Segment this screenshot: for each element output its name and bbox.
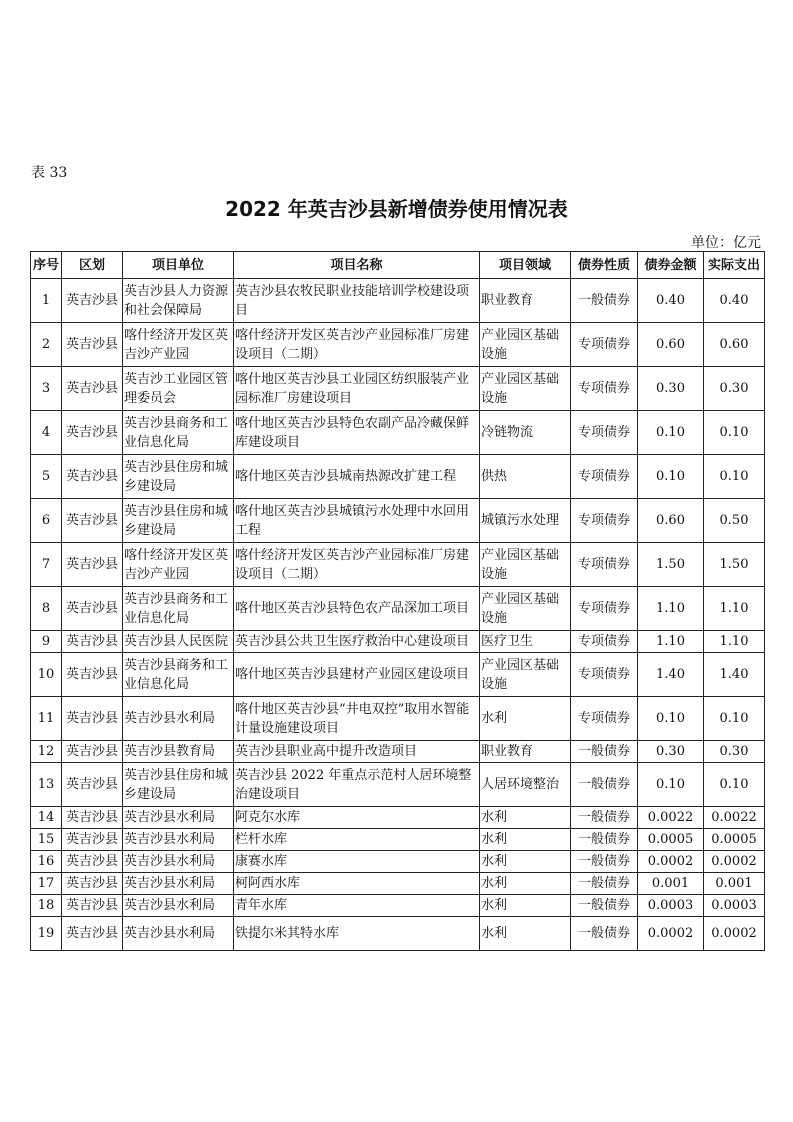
cell-region: 英吉沙县 bbox=[62, 851, 123, 873]
cell-seq: 18 bbox=[31, 895, 62, 917]
cell-project-name: 英吉沙县职业高中提升改造项目 bbox=[234, 741, 480, 763]
cell-region: 英吉沙县 bbox=[62, 763, 123, 807]
cell-region: 英吉沙县 bbox=[62, 279, 123, 323]
cell-unit: 英吉沙县住房和城乡建设局 bbox=[123, 455, 234, 499]
cell-seq: 3 bbox=[31, 367, 62, 411]
cell-project-name: 铁提尔米其特水库 bbox=[234, 917, 480, 951]
cell-actual-expense: 1.10 bbox=[704, 631, 765, 653]
cell-unit: 英吉沙县水利局 bbox=[123, 697, 234, 741]
header-actual-expense: 实际支出 bbox=[704, 252, 765, 279]
cell-bond-type: 一般债券 bbox=[571, 829, 638, 851]
cell-field: 水利 bbox=[480, 697, 571, 741]
cell-region: 英吉沙县 bbox=[62, 895, 123, 917]
cell-seq: 13 bbox=[31, 763, 62, 807]
cell-actual-expense: 0.0005 bbox=[704, 829, 765, 851]
cell-project-name: 喀什地区英吉沙县特色农副产品冷藏保鲜库建设项目 bbox=[234, 411, 480, 455]
cell-field: 水利 bbox=[480, 873, 571, 895]
cell-actual-expense: 0.30 bbox=[704, 741, 765, 763]
header-bond-type: 债券性质 bbox=[571, 252, 638, 279]
table-row bbox=[31, 279, 765, 323]
table-row bbox=[31, 587, 765, 631]
cell-actual-expense: 1.50 bbox=[704, 543, 765, 587]
cell-actual-expense: 1.10 bbox=[704, 587, 765, 631]
cell-amount: 1.10 bbox=[638, 631, 704, 653]
cell-seq: 19 bbox=[31, 917, 62, 951]
table-row bbox=[31, 631, 765, 653]
unit-label: 单位：亿元 bbox=[691, 235, 761, 251]
cell-bond-type: 专项债券 bbox=[571, 455, 638, 499]
cell-seq: 5 bbox=[31, 455, 62, 499]
cell-seq: 11 bbox=[31, 697, 62, 741]
cell-actual-expense: 0.60 bbox=[704, 323, 765, 367]
cell-amount: 0.60 bbox=[638, 499, 704, 543]
cell-actual-expense: 0.30 bbox=[704, 367, 765, 411]
cell-amount: 0.10 bbox=[638, 455, 704, 499]
cell-bond-type: 专项债券 bbox=[571, 367, 638, 411]
cell-amount: 0.30 bbox=[638, 367, 704, 411]
cell-field: 产业园区基础设施 bbox=[480, 543, 571, 587]
cell-amount: 0.40 bbox=[638, 279, 704, 323]
cell-unit: 英吉沙县水利局 bbox=[123, 851, 234, 873]
table-row bbox=[31, 763, 765, 807]
cell-actual-expense: 0.0002 bbox=[704, 917, 765, 951]
cell-project-name: 英吉沙县公共卫生医疗救治中心建设项目 bbox=[234, 631, 480, 653]
cell-field: 水利 bbox=[480, 895, 571, 917]
cell-unit: 英吉沙县商务和工业信息化局 bbox=[123, 411, 234, 455]
cell-actual-expense: 0.0002 bbox=[704, 851, 765, 873]
cell-unit: 英吉沙县商务和工业信息化局 bbox=[123, 653, 234, 697]
cell-region: 英吉沙县 bbox=[62, 543, 123, 587]
cell-field: 供热 bbox=[480, 455, 571, 499]
cell-actual-expense: 0.50 bbox=[704, 499, 765, 543]
cell-bond-type: 一般债券 bbox=[571, 741, 638, 763]
cell-region: 英吉沙县 bbox=[62, 653, 123, 697]
cell-project-name: 阿克尔水库 bbox=[234, 807, 480, 829]
cell-project-name: 喀什地区英吉沙县特色农产品深加工项目 bbox=[234, 587, 480, 631]
cell-field: 冷链物流 bbox=[480, 411, 571, 455]
cell-field: 水利 bbox=[480, 851, 571, 873]
cell-actual-expense: 0.40 bbox=[704, 279, 765, 323]
cell-seq: 6 bbox=[31, 499, 62, 543]
cell-amount: 0.60 bbox=[638, 323, 704, 367]
cell-region: 英吉沙县 bbox=[62, 697, 123, 741]
table-row bbox=[31, 367, 765, 411]
cell-unit: 英吉沙县水利局 bbox=[123, 807, 234, 829]
cell-unit: 英吉沙县人力资源和社会保障局 bbox=[123, 279, 234, 323]
cell-amount: 1.10 bbox=[638, 587, 704, 631]
cell-bond-type: 一般债券 bbox=[571, 917, 638, 951]
cell-actual-expense: 0.001 bbox=[704, 873, 765, 895]
cell-seq: 9 bbox=[31, 631, 62, 653]
cell-bond-type: 专项债券 bbox=[571, 499, 638, 543]
table-row bbox=[31, 851, 765, 873]
debt-usage-table bbox=[30, 251, 765, 951]
cell-unit: 英吉沙县人民医院 bbox=[123, 631, 234, 653]
table-row bbox=[31, 829, 765, 851]
cell-bond-type: 专项债券 bbox=[571, 411, 638, 455]
header-project-name: 项目名称 bbox=[234, 252, 480, 279]
cell-unit: 英吉沙县水利局 bbox=[123, 873, 234, 895]
cell-project-name: 英吉沙县 2022 年重点示范村人居环境整治建设项目 bbox=[234, 763, 480, 807]
table-header-row bbox=[31, 252, 765, 279]
table-row bbox=[31, 873, 765, 895]
cell-project-name: 喀什经济开发区英吉沙产业园标准厂房建设项目（二期） bbox=[234, 543, 480, 587]
cell-actual-expense: 0.0003 bbox=[704, 895, 765, 917]
cell-project-name: 喀什地区英吉沙县工业园区纺织服装产业园标准厂房建设项目 bbox=[234, 367, 480, 411]
cell-region: 英吉沙县 bbox=[62, 455, 123, 499]
cell-unit: 英吉沙县水利局 bbox=[123, 829, 234, 851]
table-row bbox=[31, 653, 765, 697]
table-row bbox=[31, 323, 765, 367]
table-row bbox=[31, 917, 765, 951]
cell-project-name: 喀什地区英吉沙县“井电双控”取用水智能计量设施建设项目 bbox=[234, 697, 480, 741]
cell-unit: 英吉沙县教育局 bbox=[123, 741, 234, 763]
cell-seq: 12 bbox=[31, 741, 62, 763]
cell-amount: 0.10 bbox=[638, 697, 704, 741]
header-field: 项目领域 bbox=[480, 252, 571, 279]
cell-bond-type: 专项债券 bbox=[571, 543, 638, 587]
cell-seq: 14 bbox=[31, 807, 62, 829]
cell-region: 英吉沙县 bbox=[62, 499, 123, 543]
cell-project-name: 青年水库 bbox=[234, 895, 480, 917]
cell-unit: 英吉沙县水利局 bbox=[123, 895, 234, 917]
table-row bbox=[31, 543, 765, 587]
cell-seq: 15 bbox=[31, 829, 62, 851]
cell-amount: 0.10 bbox=[638, 763, 704, 807]
cell-seq: 4 bbox=[31, 411, 62, 455]
cell-seq: 7 bbox=[31, 543, 62, 587]
cell-bond-type: 一般债券 bbox=[571, 763, 638, 807]
cell-region: 英吉沙县 bbox=[62, 367, 123, 411]
cell-unit: 英吉沙县住房和城乡建设局 bbox=[123, 499, 234, 543]
table-row bbox=[31, 411, 765, 455]
cell-amount: 0.0022 bbox=[638, 807, 704, 829]
cell-bond-type: 一般债券 bbox=[571, 851, 638, 873]
cell-field: 产业园区基础设施 bbox=[480, 653, 571, 697]
header-region: 区划 bbox=[62, 252, 123, 279]
cell-region: 英吉沙县 bbox=[62, 807, 123, 829]
cell-amount: 0.10 bbox=[638, 411, 704, 455]
header-unit: 项目单位 bbox=[123, 252, 234, 279]
cell-seq: 1 bbox=[31, 279, 62, 323]
cell-field: 产业园区基础设施 bbox=[480, 367, 571, 411]
table-row bbox=[31, 741, 765, 763]
cell-amount: 0.0005 bbox=[638, 829, 704, 851]
cell-amount: 1.40 bbox=[638, 653, 704, 697]
cell-seq: 17 bbox=[31, 873, 62, 895]
cell-amount: 0.30 bbox=[638, 741, 704, 763]
cell-bond-type: 一般债券 bbox=[571, 873, 638, 895]
cell-region: 英吉沙县 bbox=[62, 873, 123, 895]
cell-actual-expense: 0.10 bbox=[704, 763, 765, 807]
cell-actual-expense: 0.10 bbox=[704, 697, 765, 741]
cell-bond-type: 专项债券 bbox=[571, 697, 638, 741]
cell-region: 英吉沙县 bbox=[62, 323, 123, 367]
cell-field: 产业园区基础设施 bbox=[480, 323, 571, 367]
header-amount: 债券金额 bbox=[638, 252, 704, 279]
cell-project-name: 柯阿西水库 bbox=[234, 873, 480, 895]
cell-amount: 1.50 bbox=[638, 543, 704, 587]
cell-field: 职业教育 bbox=[480, 279, 571, 323]
cell-unit: 喀什经济开发区英吉沙产业园 bbox=[123, 543, 234, 587]
cell-region: 英吉沙县 bbox=[62, 631, 123, 653]
cell-bond-type: 一般债券 bbox=[571, 807, 638, 829]
cell-unit: 喀什经济开发区英吉沙产业园 bbox=[123, 323, 234, 367]
cell-seq: 8 bbox=[31, 587, 62, 631]
cell-region: 英吉沙县 bbox=[62, 741, 123, 763]
cell-bond-type: 专项债券 bbox=[571, 653, 638, 697]
cell-project-name: 喀什地区英吉沙县城镇污水处理中水回用工程 bbox=[234, 499, 480, 543]
cell-region: 英吉沙县 bbox=[62, 829, 123, 851]
cell-field: 人居环境整治 bbox=[480, 763, 571, 807]
cell-seq: 2 bbox=[31, 323, 62, 367]
cell-bond-type: 一般债券 bbox=[571, 279, 638, 323]
table-row bbox=[31, 697, 765, 741]
cell-project-name: 喀什地区英吉沙县建材产业园区建设项目 bbox=[234, 653, 480, 697]
cell-seq: 10 bbox=[31, 653, 62, 697]
cell-bond-type: 一般债券 bbox=[571, 895, 638, 917]
cell-actual-expense: 0.10 bbox=[704, 411, 765, 455]
cell-project-name: 康赛水库 bbox=[234, 851, 480, 873]
cell-field: 医疗卫生 bbox=[480, 631, 571, 653]
cell-field: 水利 bbox=[480, 807, 571, 829]
cell-amount: 0.001 bbox=[638, 873, 704, 895]
cell-amount: 0.0002 bbox=[638, 917, 704, 951]
table-number-label: 表 33 bbox=[31, 165, 68, 181]
table-row bbox=[31, 807, 765, 829]
cell-field: 职业教育 bbox=[480, 741, 571, 763]
table-row bbox=[31, 499, 765, 543]
cell-field: 水利 bbox=[480, 917, 571, 951]
cell-project-name: 喀什经济开发区英吉沙产业园标准厂房建设项目（二期） bbox=[234, 323, 480, 367]
cell-amount: 0.0003 bbox=[638, 895, 704, 917]
table-row bbox=[31, 455, 765, 499]
table-body bbox=[31, 279, 765, 951]
cell-unit: 英吉沙工业园区管理委员会 bbox=[123, 367, 234, 411]
cell-amount: 0.0002 bbox=[638, 851, 704, 873]
header-seq: 序号 bbox=[31, 252, 62, 279]
cell-project-name: 栏杆水库 bbox=[234, 829, 480, 851]
cell-project-name: 喀什地区英吉沙县城南热源改扩建工程 bbox=[234, 455, 480, 499]
cell-bond-type: 专项债券 bbox=[571, 631, 638, 653]
cell-unit: 英吉沙县商务和工业信息化局 bbox=[123, 587, 234, 631]
document-title: 2022 年英吉沙县新增债券使用情况表 bbox=[225, 197, 568, 221]
cell-region: 英吉沙县 bbox=[62, 411, 123, 455]
cell-unit: 英吉沙县住房和城乡建设局 bbox=[123, 763, 234, 807]
cell-field: 水利 bbox=[480, 829, 571, 851]
cell-seq: 16 bbox=[31, 851, 62, 873]
cell-actual-expense: 1.40 bbox=[704, 653, 765, 697]
cell-bond-type: 专项债券 bbox=[571, 587, 638, 631]
cell-unit: 英吉沙县水利局 bbox=[123, 917, 234, 951]
cell-bond-type: 专项债券 bbox=[571, 323, 638, 367]
cell-actual-expense: 0.10 bbox=[704, 455, 765, 499]
cell-region: 英吉沙县 bbox=[62, 587, 123, 631]
cell-field: 城镇污水处理 bbox=[480, 499, 571, 543]
cell-field: 产业园区基础设施 bbox=[480, 587, 571, 631]
cell-project-name: 英吉沙县农牧民职业技能培训学校建设项目 bbox=[234, 279, 480, 323]
table-row bbox=[31, 895, 765, 917]
cell-region: 英吉沙县 bbox=[62, 917, 123, 951]
cell-actual-expense: 0.0022 bbox=[704, 807, 765, 829]
